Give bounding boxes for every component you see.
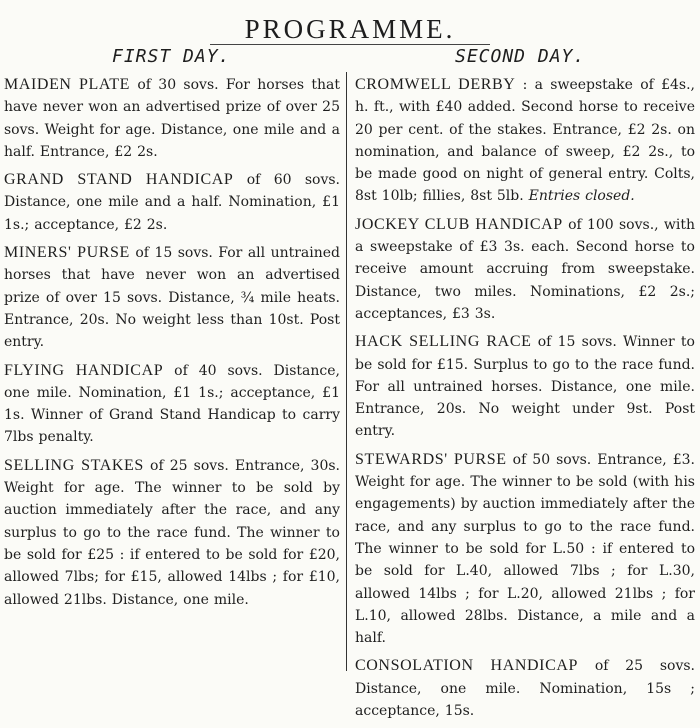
race-note: Entries closed. [528, 188, 635, 205]
race-jockey-club-handicap [355, 214, 695, 325]
race-hack-selling-race [355, 331, 695, 442]
race-name: CONSOLATION HANDICAP [355, 657, 579, 675]
title-rule [210, 44, 490, 45]
page-title: PROGRAMME. [244, 14, 456, 44]
race-flying-handicap [4, 360, 340, 449]
race-details: of 25 sovs. Entrance, 30s. Weight for age. The winner to be sold by auction immediately after the race, and any surplus to go to the race fund. The winner to be sold for £25 : if entered to be sold for £20, allowed 7lbs; for £15, allowed 14lbs ; for £10, allowed 21lbs. Distance, one mile. [4, 457, 341, 608]
race-details: of 60 sovs. Distance, one mile and a half. Nomination, £1 1s.; acceptance, £2 2s. [4, 172, 341, 233]
race-details: of 15 sovs. For all untrained horses that have never won an advertised prize of over 15 sovs. Distance, ¾ mile heats. Entrance, 20s. No weight less than 10st. Post entry. [4, 245, 341, 351]
first-day-heading: FIRST DAY. [112, 46, 231, 67]
race-details: : a sweepstake of £4s., h. ft., with £40 added. Second horse to receive 20 per cent. of the stakes. Entrance, £2 2s. on nomination, and balance of sweep, £2 2s., to be made good on night of general entry. Colts, 8st 10lb; fillies, 8st 5lb. [355, 77, 695, 205]
race-maiden-plate [4, 74, 340, 163]
second-day-column [355, 74, 695, 728]
race-name: JOCKEY CLUB HANDICAP [355, 215, 563, 233]
race-name: MAIDEN PLATE [4, 76, 131, 93]
race-name: CROMWELL DERBY [355, 76, 516, 93]
race-name: STEWARDS' PURSE [355, 450, 507, 468]
column-divider [346, 72, 347, 671]
second-day-heading: SECOND DAY. [455, 46, 586, 67]
race-details: of 50 sovs. Entrance, £3. Weight for age. The winner to be sold (with his engagements) by auction immediately after the race, and any surplus to go to the race fund. The winner to be sold for L.50 : if entered to be sold for L.40, allowed 7lbs ; for L.30, allowed 14lbs ; for L.20, allowed 21lbs ; for L.10, allowed 28lbs. Distance, a mile and a half. [355, 451, 696, 647]
race-details: of 25 sovs. Distance, one mile. Nomination, 15s ; acceptance, 15s. [355, 658, 696, 720]
race-grand-stand-handicap [4, 169, 340, 236]
race-details: of 30 sovs. For horses that have never won an advertised prize of over 25 sovs. Weight for age. Distance, one mile and a half. Entrance, £2 2s. [4, 77, 340, 160]
race-details: of 15 sovs. Winner to be sold for £15. Surplus to go to the race fund. For all untrained horses. Distance, one mile. Entrance, 20s. No weight under 9st. Post entry. [355, 334, 695, 440]
first-day-column [4, 74, 340, 617]
race-name: GRAND STAND HANDICAP [4, 171, 234, 189]
race-miners-purse [4, 242, 340, 353]
race-name: MINERS' PURSE [4, 244, 130, 262]
race-cromwell-derby [355, 74, 695, 208]
race-details: of 40 sovs. Distance, one mile. Nomination, £1 1s.; acceptance, £1 1s. Winner of Grand Stand Handicap to carry 7lbs penalty. [4, 362, 340, 446]
race-stewards-purse [355, 449, 695, 650]
race-details: of 100 sovs., with a sweepstake of £3 3s. each. Second horse to receive amount accruing from sweepstake. Distance, two miles. Nominations, £2 2s.; acceptances, £3 3s. [355, 216, 695, 322]
race-consolation-handicap [355, 655, 695, 722]
race-name: SELLING STAKES [4, 456, 144, 474]
race-name: HACK SELLING RACE [355, 333, 532, 351]
race-selling-stakes [4, 455, 340, 611]
race-name: FLYING HANDICAP [4, 361, 164, 379]
